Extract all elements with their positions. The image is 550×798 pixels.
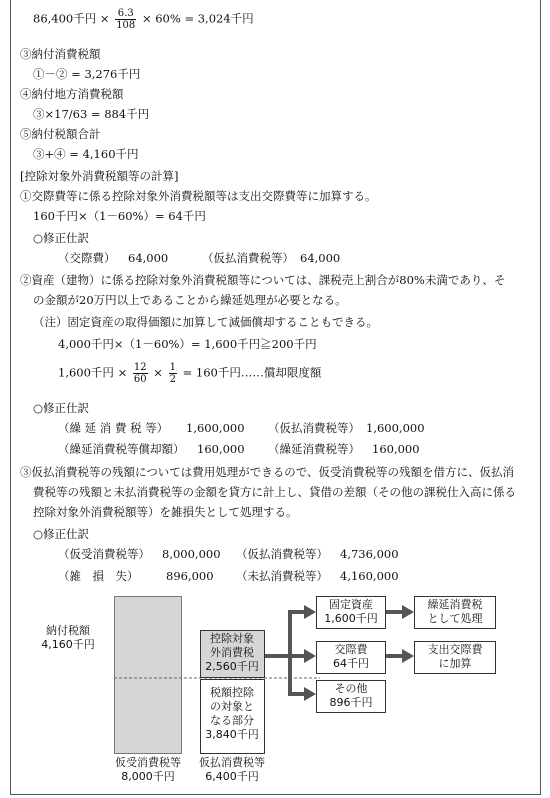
j3-row-1-credit: （仮払消費税等） bbox=[236, 547, 328, 561]
kariuke-l2: 8,000千円 bbox=[121, 770, 175, 783]
s3-calc: ①－② = 3,276千円 bbox=[33, 67, 141, 81]
calc-3-mid: × bbox=[153, 365, 163, 380]
kotei-l1: 固定資産 bbox=[329, 598, 373, 611]
paragraph-1: ①交際費等に係る控除対象外消費税額等は支出交際費等に加算する。 bbox=[20, 189, 377, 203]
shishutsu-l2: に加算 bbox=[438, 657, 472, 670]
paragraph-3-line-2: 費税等の残額と未払消費税等の金額を貸方に計上し、貸借の差額（その他の課税仕入高に係る bbox=[33, 485, 516, 499]
sonota-l2: 896千円 bbox=[329, 696, 373, 709]
column-top-spacer bbox=[200, 596, 263, 628]
calc-3-pre: 1,600千円 × bbox=[58, 365, 128, 380]
j2-row-2-debit-amount: 160,000 bbox=[197, 442, 245, 456]
j3-row-2-credit: （未払消費税等） bbox=[236, 569, 328, 583]
kariuke-label bbox=[100, 756, 196, 784]
calc-3-post: = 160千円……償却限度額 bbox=[182, 365, 322, 380]
arrow-to-kosai bbox=[304, 649, 316, 663]
arrow-to-kurinobe bbox=[402, 605, 414, 619]
kosai-l1: 交際費 bbox=[334, 643, 368, 656]
shishutsu-l1: 支出交際費 bbox=[427, 643, 483, 656]
paragraph-2-line-2: の金額が20万円以上であることから繰延処理が必要となる。 bbox=[33, 293, 347, 307]
zeigaku-l1: 税額控除 bbox=[210, 686, 254, 699]
paragraph-1-calc: 160千円×（1－60%）= 64千円 bbox=[33, 209, 206, 223]
s3-title: ③納付消費税額 bbox=[20, 47, 101, 61]
fraction-numerator: 1 bbox=[169, 362, 176, 373]
kojo-l1: 控除対象 bbox=[210, 632, 254, 645]
j3-row-2-credit-amount: 4,160,000 bbox=[340, 569, 399, 583]
paragraph-2-line-1: ②資産（建物）に係る控除対象外消費税額等については、課税売上割合が80%未満であり、そ bbox=[20, 273, 506, 287]
section-heading: [控除対象外消費税額等の計算] bbox=[20, 169, 179, 183]
j2-row-1-credit-amount: 1,600,000 bbox=[366, 421, 425, 435]
nofu-label bbox=[20, 624, 116, 652]
j2-row-2-credit: （繰延消費税等） bbox=[268, 442, 360, 456]
zeigaku-label bbox=[200, 686, 264, 742]
karibarai-l1: 仮払消費税等 bbox=[199, 756, 265, 769]
kurinobe-l1: 繰延消費税 bbox=[427, 598, 483, 611]
sonota-box bbox=[316, 680, 386, 713]
j2-row-1-debit: （繰 延 消 費 税 等） bbox=[58, 421, 169, 435]
kosai-box bbox=[316, 641, 386, 674]
calc-line-1-post: × 60% = 3,024千円 bbox=[141, 11, 254, 26]
kariuke-l1: 仮受消費税等 bbox=[115, 756, 181, 769]
fraction-denominator: 2 bbox=[169, 374, 176, 385]
s5-calc: ③+④ = 4,160千円 bbox=[33, 147, 139, 161]
calc-line-1-pre: 86,400千円 × bbox=[33, 11, 110, 26]
j2-row-1-debit-amount: 1,600,000 bbox=[186, 421, 245, 435]
journal-label-3: ○修正仕訳 bbox=[33, 527, 90, 541]
zeigaku-l2: の対象と bbox=[210, 700, 254, 713]
fraction-numerator: 6.3 bbox=[115, 8, 136, 20]
j1-debit: （交際費） bbox=[58, 251, 116, 265]
arrow-to-sonota bbox=[304, 687, 316, 701]
kojo-l2: 外消費税 bbox=[210, 646, 254, 659]
fraction-denominator: 60 bbox=[133, 374, 147, 385]
note: （注）固定資産の取得価額に加算して減価償却することもできる。 bbox=[33, 315, 378, 329]
j3-row-1-credit-amount: 4,736,000 bbox=[340, 547, 399, 561]
nofu-l1: 納付税額 bbox=[46, 624, 90, 637]
j3-row-2-debit-amount: 896,000 bbox=[166, 569, 214, 583]
s4-calc: ③×17/63 = 884千円 bbox=[33, 107, 150, 121]
zeigaku-l3: なる部分 bbox=[210, 714, 254, 727]
arrow-to-shishutsu bbox=[402, 649, 414, 663]
j2-row-2-credit-amount: 160,000 bbox=[372, 442, 420, 456]
journal-label-2: ○修正仕訳 bbox=[33, 401, 90, 415]
zeigaku-l4: 3,840千円 bbox=[205, 728, 259, 741]
j2-row-2-debit: （繰延消費税等償却額） bbox=[58, 442, 185, 456]
paragraph-3-line-1: ③仮払消費税等の残額については費用処理ができるので、仮受消費税等の残額を借方に、仮払消 bbox=[20, 465, 515, 479]
j3-row-1-debit-amount: 8,000,000 bbox=[162, 547, 221, 561]
kurinobe-l2: として処理 bbox=[427, 612, 483, 625]
paragraph-3-line-3: 控除対象外消費税額等）を雑損失として処理する。 bbox=[33, 505, 298, 519]
kotei-l2: 1,600千円 bbox=[324, 612, 378, 625]
sonota-l1: その他 bbox=[334, 682, 368, 695]
fraction-denominator: 108 bbox=[116, 20, 136, 31]
kojo-l3: 2,560千円 bbox=[205, 660, 259, 673]
karibarai-l2: 6,400千円 bbox=[205, 770, 259, 783]
kojo-label bbox=[200, 632, 264, 674]
nofu-l2: 4,160千円 bbox=[41, 638, 95, 651]
kotei-box bbox=[316, 596, 386, 629]
karibarai-label bbox=[184, 756, 280, 784]
j1-debit-amount: 64,000 bbox=[128, 251, 169, 265]
kosai-l2: 64千円 bbox=[333, 657, 369, 670]
fraction-numerator: 12 bbox=[133, 362, 147, 373]
shishutsu-box bbox=[414, 641, 496, 674]
j1-credit: （仮払消費税等） bbox=[202, 251, 294, 265]
j2-row-1-credit: （仮払消費税等） bbox=[268, 421, 360, 435]
journal-label-1: ○修正仕訳 bbox=[33, 231, 90, 245]
j3-row-1-debit: （仮受消費税等） bbox=[58, 547, 150, 561]
j1-credit-amount: 64,000 bbox=[300, 251, 341, 265]
kurinobe-box bbox=[414, 596, 496, 629]
j3-row-2-debit: （雑 損 失） bbox=[58, 569, 139, 583]
arrow-to-kotei bbox=[304, 605, 316, 619]
s4-title: ④納付地方消費税額 bbox=[20, 87, 124, 101]
s5-title: ⑤納付税額合計 bbox=[20, 127, 101, 141]
calc-2: 4,000千円×（1－60%）= 1,600千円≧200千円 bbox=[58, 337, 317, 351]
